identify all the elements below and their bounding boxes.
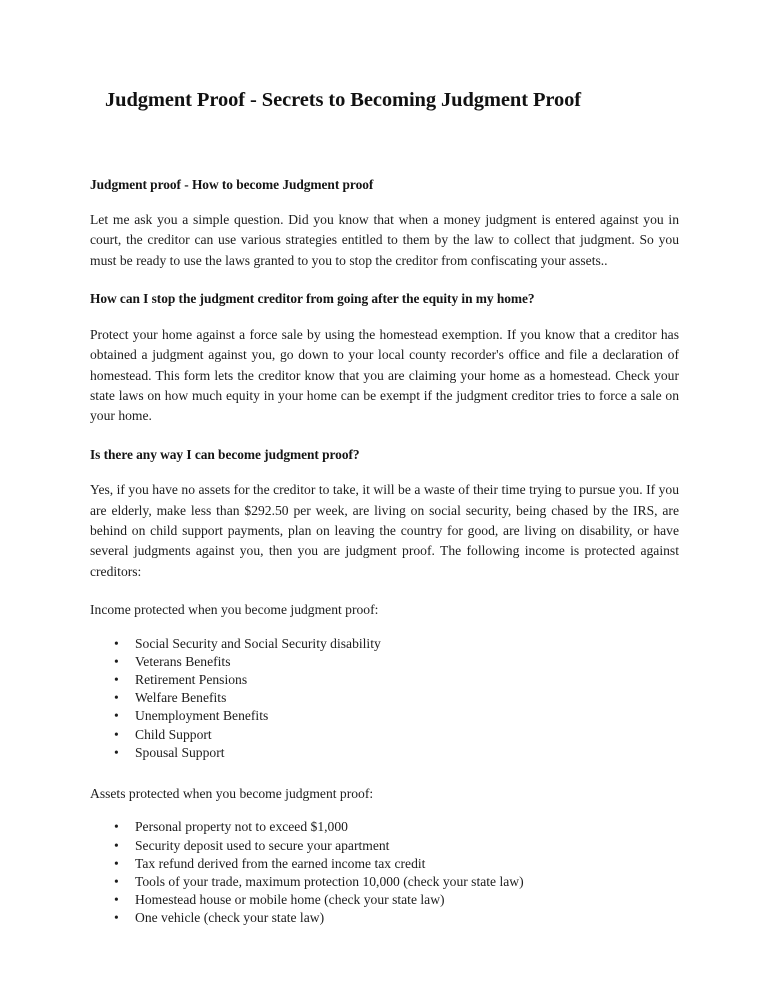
bullet-icon: • <box>114 819 119 835</box>
list-item-label: Child Support <box>135 726 212 742</box>
list-item <box>90 873 679 891</box>
list-item-label: Spousal Support <box>135 744 225 760</box>
list-item-label: Social Security and Social Security disability <box>135 635 381 651</box>
list-item-label: One vehicle (check your state law) <box>135 910 325 926</box>
income-protected-list <box>90 635 679 762</box>
list-item <box>90 689 679 707</box>
spacer <box>90 762 679 784</box>
spacer <box>90 427 679 446</box>
bullet-icon: • <box>114 690 119 706</box>
section-heading-2: How can I stop the judgment creditor from going after the equity in my home? <box>90 291 535 307</box>
list-item <box>90 909 679 927</box>
bullet-icon: • <box>114 653 119 669</box>
bullet-icon: • <box>114 874 119 890</box>
list-item-label: Retirement Pensions <box>135 671 248 687</box>
bullet-icon: • <box>114 837 119 853</box>
list-item <box>90 635 679 653</box>
bullet-icon: • <box>114 726 119 742</box>
section-paragraph-1: Let me ask you a simple question. Did you know that when a money judgment is entered against you in court, the creditor can use various strategies entitled to them by the law to collect that judgment. So you must be ready to use the laws granted to you to stop the creditor from confiscating your assets.. <box>90 212 679 268</box>
section-heading-1: Judgment proof - How to become Judgment proof <box>90 176 374 192</box>
assets-list-lead: Assets protected when you become judgment proof: <box>90 786 374 801</box>
bullet-icon: • <box>114 855 119 871</box>
page-title: Judgment Proof - Secrets to Becoming Judgment Proof <box>105 89 582 111</box>
bullet-icon: • <box>114 708 119 724</box>
spacer <box>90 271 679 290</box>
bullet-icon: • <box>114 671 119 687</box>
bullet-icon: • <box>114 744 119 760</box>
list-item-label: Homestead house or mobile home (check your state law) <box>135 892 445 908</box>
assets-protected-list <box>90 818 679 927</box>
list-item <box>90 726 679 744</box>
spacer <box>90 804 679 818</box>
spacer <box>90 308 679 325</box>
list-item <box>90 855 679 873</box>
list-item <box>90 707 679 725</box>
list-item <box>90 744 679 762</box>
document-content <box>90 0 679 928</box>
income-list-lead: Income protected when you become judgment proof: <box>90 602 379 618</box>
bullet-icon: • <box>114 910 119 926</box>
spacer <box>90 463 679 480</box>
list-item-label: Tools of your trade, maximum protection 10,000 (check your state law) <box>135 874 524 890</box>
spacer <box>90 114 679 176</box>
bullet-icon: • <box>114 892 119 908</box>
list-item-label: Personal property not to exceed $1,000 <box>135 819 348 835</box>
list-item <box>90 818 679 836</box>
list-item <box>90 671 679 689</box>
spacer <box>90 193 679 210</box>
list-item-label: Tax refund derived from the earned income tax credit <box>135 855 426 871</box>
bullet-icon: • <box>114 635 119 651</box>
section-paragraph-2: Protect your home against a force sale by using the homestead exemption. If you know that a creditor has obtained a judgment against you, go down to your local county recorder's office and file a declaration of homestead. This form lets the creditor know that you are claiming your home as a homestead. Check your state laws on how much equity in your home can be exempt if the judgment creditor tries to force a sale on your home. <box>90 326 679 424</box>
list-item-label: Welfare Benefits <box>135 690 227 706</box>
list-item-label: Unemployment Benefits <box>135 708 269 724</box>
spacer <box>90 621 679 635</box>
section-paragraph-3: Yes, if you have no assets for the creditor to take, it will be a waste of their time trying to pursue you. If you are elderly, make less than $292.50 per week, are living on social security, being chased by the IRS, are behind on child support payments, plan on leaving the country for good, are living on disability, or have several judgments against you, then you are judgment proof. The following income is protected against creditors: <box>90 482 679 579</box>
section-heading-3: Is there any way I can become judgment proof? <box>90 446 360 462</box>
list-item-label: Security deposit used to secure your apartment <box>135 837 390 853</box>
list-item <box>90 837 679 855</box>
spacer <box>90 582 679 600</box>
list-item-label: Veterans Benefits <box>135 653 231 669</box>
list-item <box>90 891 679 909</box>
list-item <box>90 653 679 671</box>
